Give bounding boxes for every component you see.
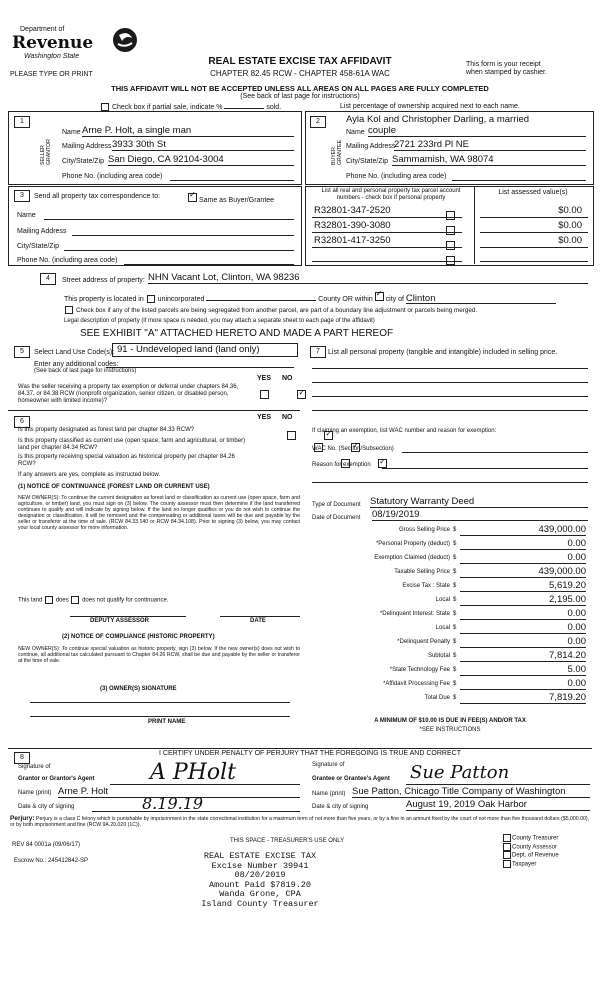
- historic-title: (2) NOTICE OF COMPLIANCE (HISTORIC PROPERTY): [62, 634, 215, 640]
- section-1-number: 1: [14, 116, 30, 128]
- seller-city-label: City/State/Zip: [62, 158, 105, 165]
- form-subtitle: CHAPTER 82.45 RCW - CHAPTER 458-61A WAC: [210, 69, 390, 78]
- tax-value[interactable]: 5.00: [460, 664, 586, 676]
- tax-dollar: $: [453, 625, 457, 631]
- tax-dollar: $: [453, 597, 457, 603]
- tax-row: [320, 537, 590, 551]
- tax-value[interactable]: 5,619.20: [460, 580, 586, 592]
- tax-dollar: $: [453, 611, 457, 617]
- additional-codes-label: Enter any additional codes:: [34, 361, 119, 368]
- seller-mailing-field[interactable]: 3933 30th St: [112, 139, 294, 151]
- partial-sale-label: Check box if partial sale, indicate %: [111, 103, 223, 111]
- corr-phone-field[interactable]: [124, 253, 294, 265]
- tax-row: [320, 565, 590, 579]
- section-4-number: 4: [40, 273, 56, 285]
- parcel-row: [314, 220, 586, 232]
- copy-checkbox[interactable]: [503, 843, 511, 851]
- legal-description-field[interactable]: SEE EXHIBIT "A" ATTACHED HERETO AND MADE A PART HEREOF: [80, 328, 394, 339]
- yes-header: YES: [257, 375, 272, 382]
- exemption-question: Was the seller receiving a property tax exemption or deferral under chapters 84.36, 84.37, or 84.38 RCW (nonprofit organization, senior citizen, or disabled person, homeowner with limited income)?: [18, 384, 239, 404]
- unincorporated-checkbox[interactable]: [147, 295, 155, 303]
- grantee-date-field[interactable]: August 19, 2019 Oak Harbor: [406, 799, 590, 811]
- parcel-number[interactable]: R32801-347-2520: [314, 205, 391, 216]
- tax-label: Local: [435, 625, 450, 631]
- corr-city-field[interactable]: [64, 239, 294, 251]
- grantor-name-field[interactable]: Arne P. Holt: [58, 786, 300, 798]
- grantor-name-label: Name (print): [18, 790, 52, 796]
- warning-sub: (See back of last page for instructions): [240, 93, 360, 100]
- forest-yes-checkbox[interactable]: [287, 431, 296, 440]
- deputy-assessor-label: DEPUTY ASSESSOR: [90, 618, 150, 624]
- receipt-note-1: This form is your receipt: [466, 61, 541, 68]
- tax-dollar: $: [453, 653, 457, 659]
- send-correspondence-label: Send all property tax correspondence to:: [34, 193, 161, 200]
- copy-label: County Treasurer: [512, 835, 559, 842]
- seller-mailing-label: Mailing Address: [62, 143, 112, 150]
- personal-property-checkbox[interactable]: [446, 226, 455, 235]
- see-instructions-note: *SEE INSTRUCTIONS: [419, 727, 481, 733]
- copy-item: [502, 851, 559, 860]
- exemption-reason-label: Reason for exemption: [312, 462, 371, 468]
- corr-mailing-label: Mailing Address: [17, 228, 67, 235]
- treasurer-stamp: [160, 852, 360, 909]
- tax-value[interactable]: 0.00: [460, 538, 586, 550]
- yes-instructions: If any answers are yes, complete as instructed below.: [18, 472, 161, 478]
- seller-phone-label: Phone No. (including area code): [62, 173, 163, 180]
- copy-label: Dept. of Revenue: [512, 852, 559, 859]
- stamp-line: REAL ESTATE EXCISE TAX: [203, 851, 317, 861]
- revision-label: REV 84 0001a (09/06/17): [12, 842, 81, 848]
- grantor-signature[interactable]: A PHolt: [150, 760, 236, 785]
- city-of-checkbox[interactable]: [375, 292, 384, 301]
- stamp-line: 08/20/2019: [234, 870, 286, 880]
- escrow-row: [14, 858, 88, 865]
- wac-no-label: WAC No. (Section/Subsection): [312, 446, 394, 452]
- tax-value[interactable]: 0.00: [460, 608, 586, 620]
- forest-land-question: Is this property designated as forest land per chapter 84.33 RCW?: [18, 427, 195, 433]
- tax-label: *Delinquent Penalty: [397, 639, 450, 645]
- tax-row: [320, 677, 590, 691]
- historic-question: Is this property receiving special valuation as historical property per chapter 84.26 RCW?: [18, 454, 235, 467]
- tax-label: Gross Selling Price: [398, 527, 450, 533]
- buyer-side-label: BUYER GRANTEE: [331, 139, 343, 165]
- tax-dollar: $: [453, 583, 457, 589]
- same-as-buyer-label: Same as Buyer/Grantee: [198, 197, 275, 204]
- tax-calc-table: [320, 523, 590, 705]
- grantor-agent-label: Grantor or Grantor's Agent: [18, 776, 95, 782]
- seller-phone-field[interactable]: [170, 169, 294, 181]
- copy-item: [502, 834, 559, 843]
- corr-mailing-field[interactable]: [72, 224, 294, 236]
- buyer-phone-field[interactable]: [452, 169, 586, 181]
- section-2-number: 2: [310, 116, 326, 128]
- tax-row: [320, 663, 590, 677]
- logo-line-revenue: Revenue: [12, 33, 94, 53]
- washington-logo-icon: [110, 26, 140, 54]
- parcel-row: [314, 235, 586, 247]
- partial-sold-label: sold.: [266, 103, 282, 111]
- exemption-yes-checkbox[interactable]: [260, 390, 269, 399]
- print-name-label: PRINT NAME: [148, 719, 186, 725]
- buyer-mailing-field[interactable]: 2721 233rd Pl NE: [394, 139, 586, 151]
- seller-city-field[interactable]: San Diego, CA 92104-3004: [108, 154, 294, 166]
- logo-line-dept: Department of: [20, 26, 65, 33]
- assessed-value[interactable]: $0.00: [558, 235, 582, 246]
- date-label: DATE: [250, 618, 266, 624]
- buyer-name-line1: Ayla Kol and Christopher Darling, a married: [346, 114, 530, 125]
- copy-label: County Assessor: [512, 844, 558, 851]
- grantee-date-label: Date & city of signing: [312, 804, 369, 810]
- yes-header: YES: [257, 414, 272, 421]
- grantor-date-field[interactable]: 8.19.19: [92, 794, 300, 812]
- doc-type-label: Type of Document: [312, 502, 361, 508]
- treasurer-use-label: THIS SPACE - TREASURER'S USE ONLY: [230, 838, 345, 844]
- seller-name-field[interactable]: Arne P. Holt, a single man: [82, 125, 294, 137]
- city-field[interactable]: Clinton: [406, 295, 556, 304]
- section-6-number: 6: [14, 416, 30, 428]
- does-label: does: [55, 597, 69, 604]
- legal-description-label: Legal description of property (if more space is needed, you may attach a separate sheet to each page of the affidavit): [64, 318, 375, 324]
- grantor-date-label: Date & city of signing: [18, 804, 75, 810]
- owner-signature-label: (3) OWNER(S) SIGNATURE: [100, 686, 177, 692]
- tax-row: [320, 649, 590, 663]
- assessed-header: List assessed value(s): [498, 189, 568, 196]
- boundary-note: Check box if any of the listed parcels are being segregated from another parcel, are part of a boundary line adjustment or parcels being merged.: [75, 306, 478, 314]
- tax-label: *State Technology Fee: [389, 667, 450, 673]
- perjury-text: Perjury is a class C felony which is punishable by imprisonment in the state correctional institution for a maximum term of not more than five years, or by a fine in an amount fixed by the court of not more than five thousand dollars ($5,000.00), or by both imprisonment and fine (RCW 9A.20.020 (1C)).: [10, 816, 590, 828]
- stamp-line: Island County Treasurer: [201, 898, 319, 909]
- tax-dollar: $: [453, 667, 457, 673]
- perjury-notice: [10, 816, 592, 828]
- personal-property-checkbox[interactable]: [446, 211, 455, 220]
- grantor-sig-of-label: Signature of: [18, 764, 51, 770]
- copy-label: Taxpayer: [512, 861, 537, 868]
- buyer-name-field[interactable]: couple: [368, 125, 586, 137]
- partial-sale-checkbox[interactable]: [101, 103, 109, 111]
- tax-row: [320, 523, 590, 537]
- tax-label: Exemption Claimed (deduct): [374, 555, 450, 561]
- grantee-name-field[interactable]: Sue Patton, Chicago Title Company of Washington: [352, 786, 590, 798]
- tax-label: Total Due: [424, 695, 450, 701]
- corr-phone-label: Phone No. (including area code): [17, 257, 118, 264]
- tax-value[interactable]: 7,814.20: [460, 650, 586, 662]
- same-as-buyer-checkbox[interactable]: [188, 193, 197, 202]
- section-7-number: 7: [310, 346, 326, 358]
- tax-row: [320, 579, 590, 593]
- receipt-note-2: when stamped by cashier.: [466, 69, 547, 76]
- street-address-label: Street address of property:: [62, 277, 145, 284]
- logo-line-state: Washington State: [24, 53, 80, 60]
- same-as-buyer-option[interactable]: [188, 193, 274, 205]
- doc-date-field[interactable]: 08/19/2019: [372, 509, 588, 521]
- wac-no-field[interactable]: [402, 441, 588, 453]
- tax-label: *Delinquent Interest: State: [379, 611, 450, 617]
- buyer-city-field[interactable]: Sammamish, WA 98074: [392, 154, 586, 166]
- stamp-line: Amount Paid $7819.20: [208, 879, 312, 890]
- street-address-field[interactable]: NHN Vacant Lot, Clinton, WA 98236: [148, 272, 588, 284]
- corr-city-label: City/State/Zip: [17, 243, 60, 250]
- percentage-note: List percentage of ownership acquired next to each name.: [340, 103, 520, 110]
- tax-value[interactable]: 7,819.20: [460, 692, 586, 704]
- does-not-label: does not qualify for continuance.: [82, 597, 169, 604]
- does-not-checkbox[interactable]: [71, 596, 79, 604]
- buyer-name-label: Name: [346, 129, 365, 136]
- stamp-line: Excise Number 39941: [211, 860, 309, 871]
- land-use-label: Select Land Use Code(s):: [34, 349, 115, 356]
- tax-label: Taxable Selling Price: [394, 569, 450, 575]
- tax-dollar: $: [453, 695, 457, 701]
- tax-row: [320, 593, 590, 607]
- section-8-number: 8: [14, 752, 30, 764]
- tax-value[interactable]: 0.00: [460, 678, 586, 690]
- assessed-value[interactable]: $0.00: [558, 220, 582, 231]
- boundary-checkbox[interactable]: [65, 306, 73, 314]
- parcel-number[interactable]: R32801-417-3250: [314, 235, 391, 246]
- personal-property-checkbox[interactable]: [446, 241, 455, 250]
- tax-value[interactable]: 0.00: [460, 636, 586, 648]
- parcel-row: [314, 205, 586, 217]
- tax-dollar: $: [453, 541, 457, 547]
- boundary-row: [64, 306, 477, 315]
- copy-checkbox[interactable]: [503, 834, 511, 842]
- tax-value[interactable]: 0.00: [460, 622, 586, 634]
- personal-property-label: List all personal property (tangible and intangible) included in selling price.: [328, 349, 558, 356]
- buyer-mailing-label: Mailing Address: [346, 143, 396, 150]
- additional-codes-field[interactable]: [106, 356, 294, 368]
- exemption-reason-field[interactable]: [382, 457, 588, 469]
- tax-row: [320, 691, 590, 705]
- continuance-text: NEW OWNER(S): To continue the current designation as forest land or classification as current use (open space, farm and agriculture, or timber) land, you must sign on (3) below. The county assessor must then determine if the land transferred continues to qualify and will indicate by signing below. If the land no longer qualifies or you do not wish to continue the designation or classification, it will be removed and the compensating or additional taxes will be due and payable by the seller or transferor at the time of sale. (RCW 84.33.140 or RCW 84.34.108). Prior to signing (3) below, you may contact your local county assessor for more information.: [18, 495, 300, 531]
- tax-value[interactable]: 0.00: [460, 552, 586, 564]
- form-title: REAL ESTATE EXCISE TAX AFFIDAVIT: [208, 56, 392, 67]
- copy-checkbox[interactable]: [503, 860, 511, 868]
- copy-distribution: [502, 834, 559, 868]
- buyer-phone-label: Phone No. (including area code): [346, 173, 447, 180]
- seller-name-label: Name: [62, 129, 81, 136]
- tax-dollar: $: [453, 527, 457, 533]
- tax-label: Subtotal: [427, 653, 450, 659]
- certify-statement: I CERTIFY UNDER PENALTY OF PERJURY THAT THE FOREGOING IS TRUE AND CORRECT: [159, 750, 461, 757]
- location-row: [64, 292, 594, 304]
- tax-dollar: $: [453, 681, 457, 687]
- wac-claim-label: If claiming an exemption, list WAC number and reason for exemption:: [312, 428, 497, 434]
- qualify-row: [18, 596, 168, 605]
- doc-date-label: Date of Document: [312, 515, 361, 521]
- tax-dollar: $: [453, 555, 457, 561]
- tax-value[interactable]: 439,000.00: [460, 524, 586, 536]
- parcel-number[interactable]: R32801-390-3080: [314, 220, 391, 231]
- tax-row: [320, 607, 590, 621]
- copy-item: [502, 843, 559, 852]
- tax-dollar: $: [453, 639, 457, 645]
- city-of-label: city of: [385, 296, 404, 303]
- additional-codes-sub: (See back of last page for instructions): [34, 368, 137, 374]
- land-use-field[interactable]: 91 - Undeveloped land (land only): [112, 343, 298, 357]
- fully-completed-warning: THIS AFFIDAVIT WILL NOT BE ACCEPTED UNLESS ALL AREAS ON ALL PAGES ARE FULLY COMPLETED: [111, 84, 489, 93]
- historic-text: NEW OWNER(S): To continue special valuation as historic property, sign (3) below. If the new owner(s) does not wish to continue, all additional tax calculated pursuant to Chapter 84.26 RCW, shall be due and payable by the seller or transferor at the time of sale.: [18, 646, 300, 664]
- tax-row: [320, 621, 590, 635]
- county-label: County OR within: [318, 296, 373, 303]
- grantee-sig-of-label: Signature of: [312, 762, 345, 768]
- corr-name-label: Name: [17, 212, 36, 219]
- perjury-label: Perjury:: [10, 815, 35, 822]
- tax-dollar: $: [453, 569, 457, 575]
- current-use-question: Is this property classified as current use (open space, farm and agricultural, or timber) land per chapter 84.34 RCW?: [18, 438, 246, 451]
- seller-side-label: SELLER GRANTOR: [40, 139, 52, 165]
- located-label: This property is located in: [64, 296, 144, 303]
- grantee-agent-label: Grantee or Grantee's Agent: [312, 776, 390, 782]
- buyer-city-label: City/State/Zip: [346, 158, 389, 165]
- corr-name-field[interactable]: [44, 208, 294, 220]
- no-header: NO: [282, 414, 293, 421]
- tax-row: [320, 551, 590, 565]
- parcel-header: List all real and personal property tax parcel account numbers - check box if personal property: [321, 188, 461, 201]
- this-land-label: This land: [18, 597, 43, 604]
- stamp-line: Wanda Grone, CPA: [219, 889, 301, 899]
- section-5-number: 5: [14, 346, 30, 358]
- copy-item: [502, 860, 559, 869]
- no-header: NO: [282, 375, 293, 382]
- doc-type-field[interactable]: Statutory Warranty Deed: [370, 496, 588, 508]
- escrow-label: Escrow No.:: [14, 858, 47, 864]
- minimum-fee-note: A MINIMUM OF $10.00 IS DUE IN FEE(S) AND/OR TAX: [374, 718, 526, 724]
- tax-row: [320, 635, 590, 649]
- does-checkbox[interactable]: [45, 596, 53, 604]
- escrow-number: 245412842-SP: [48, 858, 89, 864]
- tax-value[interactable]: 2,195.00: [460, 594, 586, 606]
- grantee-name-label: Name (print): [312, 791, 346, 797]
- tax-label: *Personal Property (deduct): [375, 541, 450, 547]
- exemption-no-checkbox[interactable]: [297, 390, 306, 399]
- tax-label: Local: [435, 597, 450, 603]
- grantee-signature[interactable]: Sue Patton: [410, 762, 510, 783]
- tax-label: *Affidavit Processing Fee: [383, 681, 450, 687]
- assessed-value[interactable]: $0.00: [558, 205, 582, 216]
- copy-checkbox[interactable]: [503, 851, 511, 859]
- unincorporated-label: unincorporated: [157, 296, 205, 303]
- section-3-number: 3: [14, 190, 30, 202]
- dor-logo: [10, 26, 140, 70]
- tax-label: Excise Tax : State: [402, 583, 450, 589]
- continuance-title: (1) NOTICE OF CONTINUANCE (FOREST LAND OR CURRENT USE): [18, 484, 210, 490]
- tax-value[interactable]: 439,000.00: [460, 566, 586, 578]
- type-or-print: PLEASE TYPE OR PRINT: [10, 71, 93, 78]
